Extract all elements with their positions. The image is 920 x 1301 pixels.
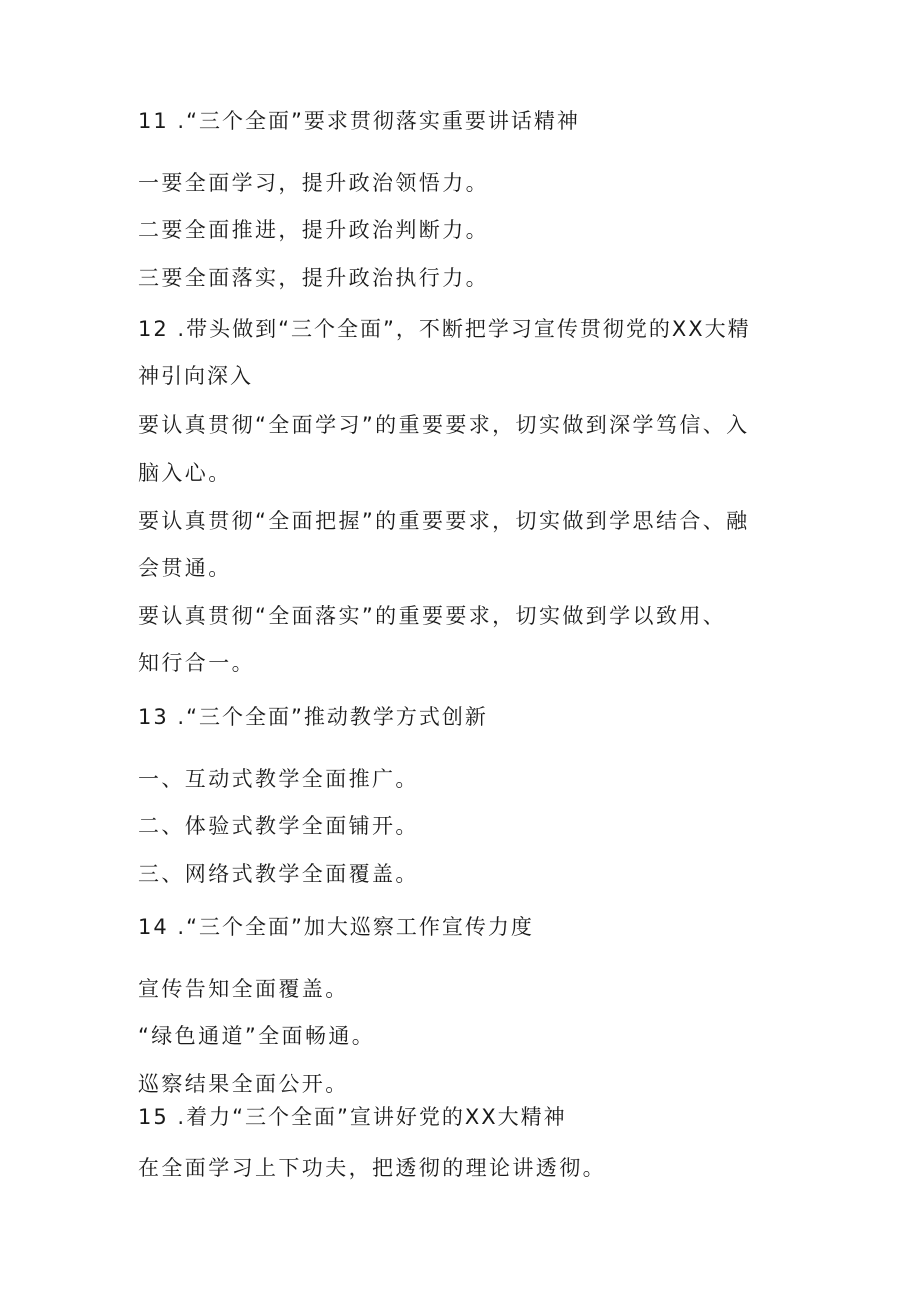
paragraph-line: “绿色通道”全面畅通。 (138, 1024, 376, 1048)
section-heading-14: 14 .“三个全面”加大巡察工作宣传力度 (138, 915, 534, 939)
paragraph-line: 会贯通。 (138, 556, 232, 580)
paragraph-line: 三要全面落实，提升政治执行力。 (138, 266, 489, 290)
section-heading-13: 13 .“三个全面”推动教学方式创新 (138, 705, 488, 729)
section-heading-15: 15 .着力“三个全面”宣讲好党的XX大精神 (138, 1105, 567, 1129)
section-heading-12-continued: 神引向深入 (138, 364, 253, 388)
paragraph-line: 脑入心。 (138, 461, 232, 485)
paragraph-line: 二要全面推进，提升政治判断力。 (138, 218, 489, 242)
paragraph-line: 宣传告知全面覆盖。 (138, 977, 349, 1001)
section-heading-12: 12 .带头做到“三个全面”，不断把学习宣传贯彻党的XX大精 (138, 317, 751, 341)
paragraph-line: 在全面学习上下功夫，把透彻的理论讲透彻。 (138, 1156, 606, 1180)
paragraph-line: 一、互动式教学全面推广。 (138, 767, 419, 791)
paragraph-line: 知行合一。 (138, 651, 255, 675)
paragraph-line: 一要全面学习，提升政治领悟力。 (138, 171, 489, 195)
paragraph-line: 要认真贯彻“全面落实”的重要要求，切实做到学以致用、 (138, 604, 727, 628)
paragraph-line: 二、体验式教学全面铺开。 (138, 814, 419, 838)
paragraph-line: 要认真贯彻“全面把握”的重要要求，切实做到学思结合、融 (138, 509, 750, 533)
paragraph-line: 三、网络式教学全面覆盖。 (138, 862, 419, 886)
paragraph-line: 要认真贯彻“全面学习”的重要要求，切实做到深学笃信、入 (138, 413, 750, 437)
section-heading-11: 11 .“三个全面”要求贯彻落实重要讲话精神 (138, 109, 580, 133)
paragraph-line: 巡察结果全面公开。 (138, 1072, 349, 1096)
